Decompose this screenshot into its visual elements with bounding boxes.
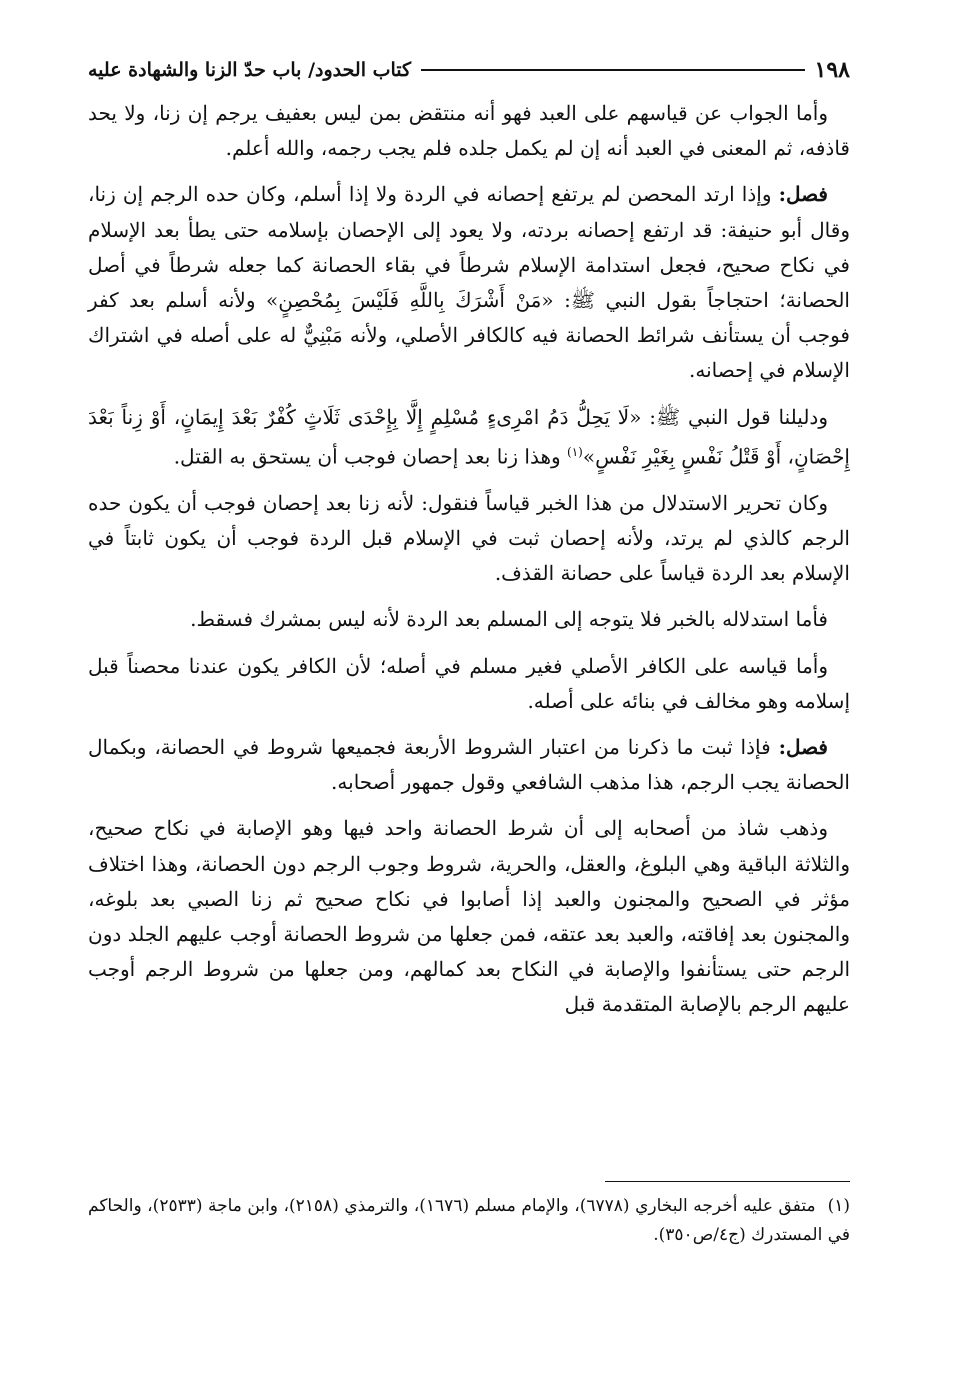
paragraph: [88, 96, 850, 166]
paragraph-text: فإذا ثبت ما ذكرنا من اعتبار الشروط الأربعة فجميعها شروط في الحصانة، وبكمال الحصانة يجب الرجم، هذا مذهب الشافعي وقول جمهور أصحابه.: [88, 734, 850, 795]
footnote-separator: [605, 1181, 850, 1182]
paragraph-text: وإذا ارتد المحصن لم يرتفع إحصانه في الردة ولا إذا أسلم، وكان حده الرجم إن زنا، وقال أبو حنيفة: قد ارتفع إحصانه بردته، ولا يعود إلى الإحصان بإسلامه حتى يطأ بعد الإسلام في نكاح صحيح، فجعل استدامة الإسلام شرطاً في بقاء الحصانة كما جعله شرطاً في أصل الحصانة؛ احتجاجاً بقول النبي ﷺ: «مَنْ أَشْرَكَ بِاللَّهِ فَلَيْسَ بِمُحْصِنٍ» ولأنه أسلم بعد كفر فوجب أن يستأنف شرائط الحصانة فيه كالكافر الأصلي، ولأنه مَبْنِيٌّ له على أصله في اشتراك الإسلام في إحصانه.: [88, 182, 850, 383]
running-title: كتاب الحدود/ باب حدّ الزنا والشهادة عليه: [88, 59, 412, 81]
paragraph-text: وأما الجواب عن قياسهم على العبد فهو أنه منتقض بمن ليس بعفيف يرجم إن زنا، ولا يحد قاذفه، ثم المعنى في العبد أنه إن لم يكمل جلده فلم يجب رجمه، والله أعلم.: [88, 101, 850, 161]
footnote-text: متفق عليه أخرجه البخاري (٦٧٧٨)، والإمام مسلم (١٦٧٦)، والترمذي (٢١٥٨)، وابن ماجة (٢٥٣٣)، والحاكم في المستدرك (ج٤/ص٣٥٠).: [88, 1196, 850, 1245]
paragraph-text: وكان تحرير الاستدلال من هذا الخبر قياساً فنقول: لأنه زنا بعد إحصان فوجب أن يكون حده الرجم كالذي لم يرتد، ولأنه إحصان ثبت في الإسلام قبل الردة فوجب أن يكون ثابتاً في الإسلام بعد الردة قياساً على حصانة القذف.: [88, 490, 850, 586]
page: [88, 50, 850, 1034]
paragraph: [88, 730, 850, 800]
paragraph: [88, 602, 850, 637]
paragraph-text: فأما استدلاله بالخبر فلا يتوجه إلى المسلم بعد الردة لأنه ليس بمشرك فسقط.: [190, 607, 828, 632]
paragraph: [88, 486, 850, 592]
paragraph-text: وذهب شاذ من أصحابه إلى أن شرط الحصانة واحد فيها وهو الإصابة في نكاح صحيح، والثلاثة الباقية وهي البلوغ، والعقل، والحرية، شروط وجوب الرجم دون الحصانة، وهذا اختلاف مؤثر في الصحيح والمجنون والعبد إذا أصابوا في نكاح صحيح ثم زنا الصبي بعد بلوغه، والمجنون بعد إفاقته، والعبد بعد عتقه، فمن جعلها من شروط الحصانة أوجب عليهم الجلد دون الرجم حتى يستأنفوا والإصابة في النكاح بعد كمالهم، ومن جعلها من شروط الرجم أوجب عليهم الرجم بالإصابة المتقدمة قبل: [88, 816, 850, 1017]
section-label: فصل:: [778, 734, 828, 759]
paragraph-text-continued: وهذا زنا بعد إحصان فوجب أن يستحق به القتل.: [173, 444, 568, 469]
header-rule: [421, 69, 805, 71]
section-label: فصل:: [778, 182, 828, 207]
body-text: [88, 96, 850, 1023]
paragraph: [88, 649, 850, 719]
paragraph-text: ودليلنا قول النبي ﷺ: «لَا يَحِلُّ دَمُ امْرِىءٍ مُسْلِمٍ إِلَّا بِإِحْدَى ثَلَاثٍ كُفْرٌ بَعْدَ إِيمَانٍ، أَوْ زِناً بَعْدَ إِحْصَانٍ، أَوْ قَتْلُ نَفْسٍ بِغَيْرِ نَفْسٍ»: [88, 404, 850, 469]
footnote-reference: (١): [567, 444, 583, 459]
paragraph-text: وأما قياسه على الكافر الأصلي فغير مسلم في أصله؛ لأن الكافر يكون عندنا محصناً قبل إسلامه وهو مخالف في بنائه على أصله.: [88, 653, 850, 713]
footnote-marker: (١): [827, 1196, 850, 1216]
paragraph: [88, 400, 850, 475]
paragraph: [88, 811, 850, 1022]
footnote: [88, 1192, 850, 1250]
running-header: [88, 50, 850, 90]
paragraph: [88, 177, 850, 388]
page-number: ١٩٨: [814, 57, 850, 83]
